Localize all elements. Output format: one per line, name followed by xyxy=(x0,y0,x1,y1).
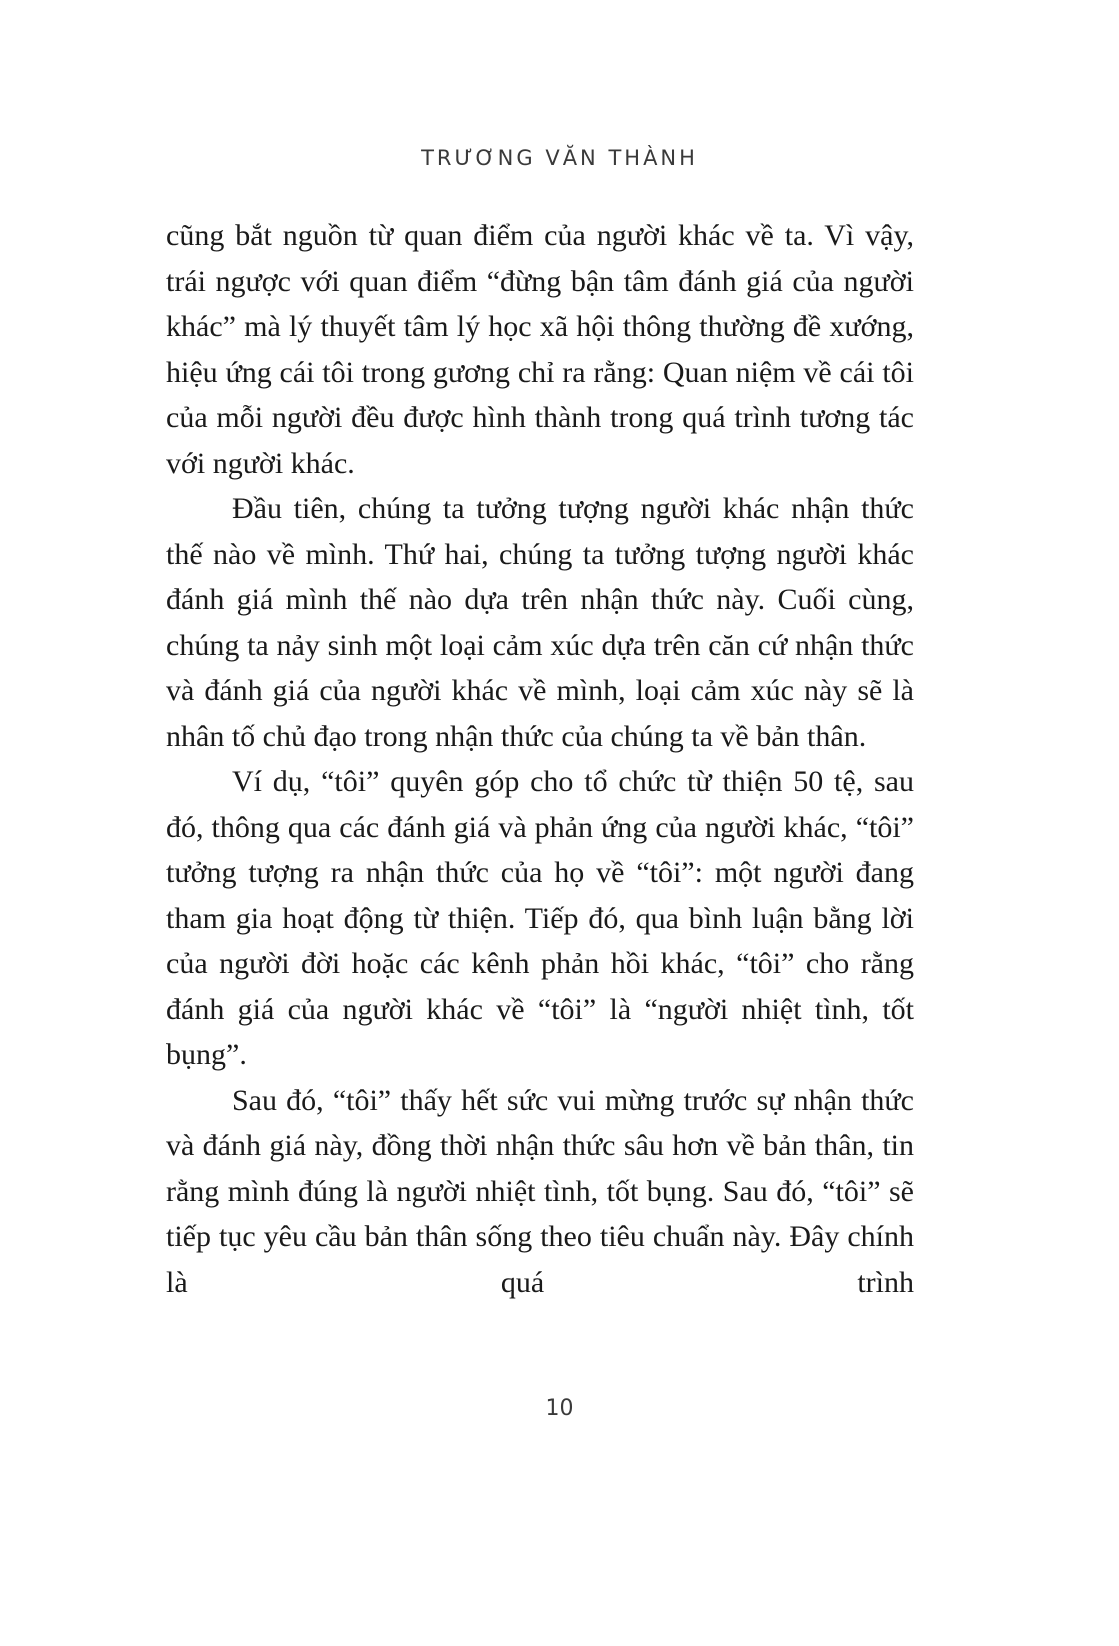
running-header-author: TRƯƠNG VĂN THÀNH xyxy=(421,146,698,170)
paragraph-3: Ví dụ, “tôi” quyên góp cho tổ chức từ thiện 50 tệ, sau đó, thông qua các đánh giá và phản ứng của người khác, “tôi” tưởng tượng ra nhận thức của họ về “tôi”: một người đang tham gia hoạt động từ thiện. Tiếp đó, qua bình luận bằng lời của người đời hoặc các kênh phản hồi khác, “tôi” cho rằng đánh giá của người khác về “tôi” là “người nhiệt tình, tốt bụng”. xyxy=(166,765,914,1071)
paragraph-1: cũng bắt nguồn từ quan điểm của người khác về ta. Vì vậy, trái ngược với quan điểm “đừng bận tâm đánh giá của người khác” mà lý thuyết tâm lý học xã hội thông thường đề xướng, hiệu ứng cái tôi trong gương chỉ ra rằng: Quan niệm về cái tôi của mỗi người đều được hình thành trong quá trình tương tác với người khác. xyxy=(166,219,914,480)
body-text xyxy=(166,213,914,1305)
paragraph-2: Đầu tiên, chúng ta tưởng tượng người khác nhận thức thế nào về mình. Thứ hai, chúng ta tưởng tượng người khác đánh giá mình thế nào dựa trên nhận thức này. Cuối cùng, chúng ta nảy sinh một loại cảm xúc dựa trên căn cứ nhận thức và đánh giá của người khác về mình, loại cảm xúc này sẽ là nhân tố chủ đạo trong nhận thức của chúng ta về bản thân. xyxy=(166,492,914,753)
paragraph-4: Sau đó, “tôi” thấy hết sức vui mừng trước sự nhận thức và đánh giá này, đồng thời nhận thức sâu hơn về bản thân, tin rằng mình đúng là người nhiệt tình, tốt bụng. Sau đó, “tôi” sẽ tiếp tục yêu cầu bản thân sống theo tiêu chuẩn này. Đây chính là quá trình xyxy=(166,1083,914,1299)
page-number: 10 xyxy=(545,1396,574,1421)
